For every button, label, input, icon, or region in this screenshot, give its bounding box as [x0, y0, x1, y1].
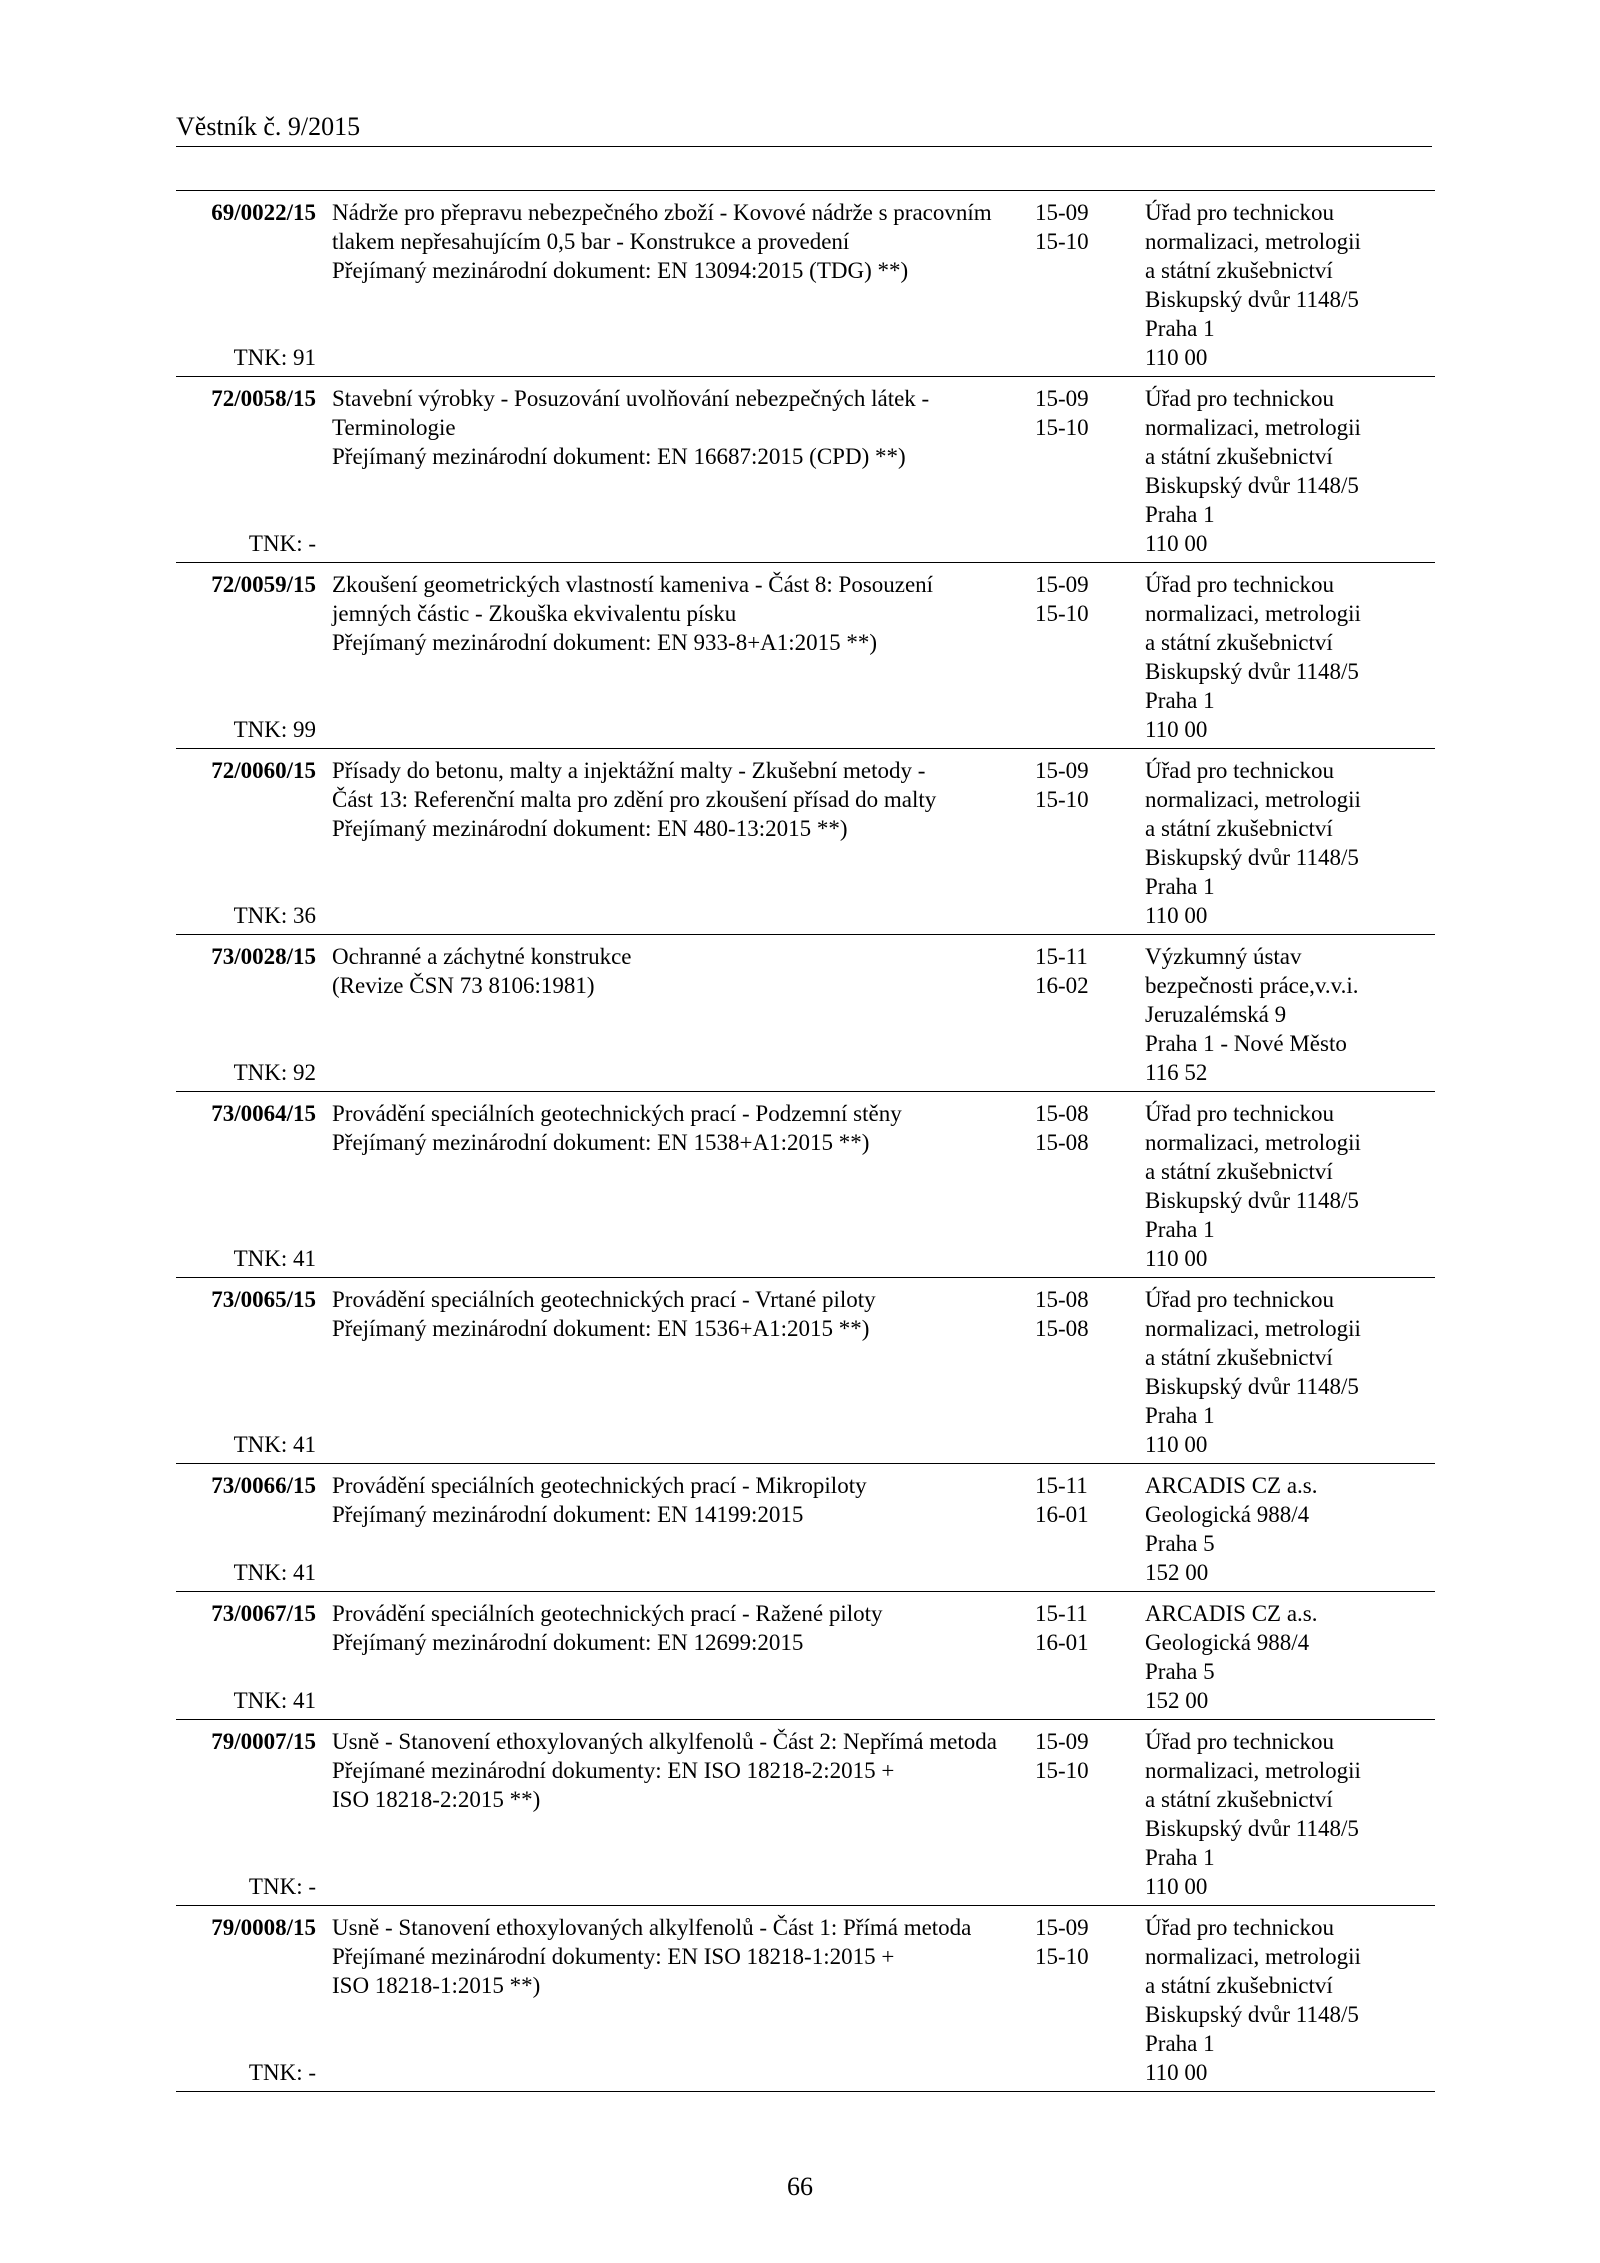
record-org-line: ARCADIS CZ a.s. — [1145, 1473, 1318, 1498]
record-org-line: a státní zkušebnictví — [1145, 816, 1333, 841]
record-title-line: (Revize ČSN 73 8106:1981) — [332, 973, 595, 998]
record-dates-cell — [1035, 377, 1145, 563]
record-org-line: Biskupský dvůr 1148/5 — [1145, 1374, 1359, 1399]
record-org-line: Biskupský dvůr 1148/5 — [1145, 1816, 1359, 1841]
record-org-line: Úřad pro technickou — [1145, 200, 1335, 225]
record-title-cell — [316, 749, 1035, 935]
record-number: 72/0060/15 — [211, 758, 316, 783]
table-row — [176, 191, 1435, 377]
record-title-line: Přejímaný mezinárodní dokument: EN 13094:2015 (TDG) **) — [332, 258, 909, 283]
record-tnk: TNK: - — [248, 2060, 316, 2085]
record-dates-cell — [1035, 1092, 1145, 1278]
record-title-line: tlakem nepřesahujícím 0,5 bar - Konstrukce a provedení — [332, 229, 850, 254]
record-title-line: Nádrže pro přepravu nebezpečného zboží - Kovové nádrže s pracovním — [332, 200, 992, 225]
record-org-line: normalizaci, metrologii — [1145, 229, 1361, 254]
record-org-line: 110 00 — [1145, 1246, 1208, 1271]
standards-table — [176, 190, 1435, 2092]
table-row — [176, 377, 1435, 563]
record-dates-cell — [1035, 1278, 1145, 1464]
record-date: 15-11 — [1035, 1473, 1088, 1498]
record-org-line: 152 00 — [1145, 1560, 1209, 1585]
record-org-line: a státní zkušebnictví — [1145, 258, 1333, 283]
record-dates-cell — [1035, 1592, 1145, 1720]
record-number: 73/0028/15 — [211, 944, 316, 969]
record-id-cell — [176, 1464, 316, 1592]
record-title-line: ISO 18218-2:2015 **) — [332, 1787, 541, 1812]
record-date: 15-09 — [1035, 200, 1089, 225]
record-tnk: TNK: - — [248, 1874, 316, 1899]
record-dates-cell — [1035, 1464, 1145, 1592]
table-row — [176, 1720, 1435, 1906]
record-org-line: 110 00 — [1145, 531, 1208, 556]
record-org-line: Praha 1 — [1145, 2031, 1215, 2056]
record-title-line: Zkoušení geometrických vlastností kameniva - Část 8: Posouzení — [332, 572, 934, 597]
record-org-line: normalizaci, metrologii — [1145, 415, 1361, 440]
record-org-line: 116 52 — [1145, 1060, 1208, 1085]
record-title-cell — [316, 563, 1035, 749]
record-title-cell — [316, 1720, 1035, 1906]
record-org-line: Biskupský dvůr 1148/5 — [1145, 473, 1359, 498]
record-org-line: Úřad pro technickou — [1145, 1287, 1335, 1312]
record-number: 79/0008/15 — [211, 1915, 316, 1940]
record-org-line: a státní zkušebnictví — [1145, 1973, 1333, 1998]
record-number: 72/0059/15 — [211, 572, 316, 597]
record-title-cell — [316, 377, 1035, 563]
record-id-cell — [176, 377, 316, 563]
record-dates-cell — [1035, 1720, 1145, 1906]
record-org-line: normalizaci, metrologii — [1145, 1130, 1361, 1155]
record-tnk: TNK: 41 — [233, 1688, 316, 1713]
record-date: 15-08 — [1035, 1287, 1089, 1312]
record-title-cell — [316, 935, 1035, 1092]
record-date: 15-08 — [1035, 1316, 1089, 1341]
record-org-cell — [1145, 563, 1435, 749]
table-row — [176, 1278, 1435, 1464]
record-date: 15-09 — [1035, 758, 1089, 783]
record-date: 15-08 — [1035, 1101, 1089, 1126]
record-org-cell — [1145, 749, 1435, 935]
table-row — [176, 1464, 1435, 1592]
record-title-line: Usně - Stanovení ethoxylovaných alkylfenolů - Část 2: Nepřímá metoda — [332, 1729, 997, 1754]
record-org-line: Praha 5 — [1145, 1531, 1215, 1556]
record-number: 73/0067/15 — [211, 1601, 316, 1626]
record-dates-cell — [1035, 1906, 1145, 2092]
record-id-cell — [176, 563, 316, 749]
record-org-line: Biskupský dvůr 1148/5 — [1145, 659, 1359, 684]
record-id-cell — [176, 1720, 316, 1906]
record-dates-cell — [1035, 191, 1145, 377]
record-org-line: Praha 1 — [1145, 502, 1215, 527]
record-org-line: normalizaci, metrologii — [1145, 1758, 1361, 1783]
record-tnk: TNK: 36 — [233, 903, 316, 928]
record-id-cell — [176, 191, 316, 377]
record-org-cell — [1145, 1720, 1435, 1906]
record-title-line: Provádění speciálních geotechnických prací - Vrtané piloty — [332, 1287, 876, 1312]
record-org-line: Praha 1 — [1145, 1403, 1215, 1428]
record-org-line: bezpečnosti práce,v.v.i. — [1145, 973, 1359, 998]
record-tnk: TNK: 41 — [233, 1246, 316, 1271]
record-title-cell — [316, 1592, 1035, 1720]
record-org-line: a státní zkušebnictví — [1145, 630, 1333, 655]
record-org-line: 110 00 — [1145, 1432, 1208, 1457]
record-title-line: Přejímaný mezinárodní dokument: EN 1536+A1:2015 **) — [332, 1316, 870, 1341]
record-title-cell — [316, 1092, 1035, 1278]
record-id-cell — [176, 749, 316, 935]
record-org-line: Geologická 988/4 — [1145, 1630, 1310, 1655]
record-title-line: Přejímaný mezinárodní dokument: EN 16687:2015 (CPD) **) — [332, 444, 906, 469]
record-number: 73/0064/15 — [211, 1101, 316, 1126]
record-number: 72/0058/15 — [211, 386, 316, 411]
record-org-line: Biskupský dvůr 1148/5 — [1145, 1188, 1359, 1213]
record-org-line: a státní zkušebnictví — [1145, 444, 1333, 469]
record-title-cell — [316, 1906, 1035, 2092]
record-title-line: Přejímaný mezinárodní dokument: EN 12699:2015 — [332, 1630, 804, 1655]
record-org-line: Praha 1 — [1145, 1845, 1215, 1870]
record-date: 15-11 — [1035, 1601, 1088, 1626]
record-org-line: a státní zkušebnictví — [1145, 1159, 1333, 1184]
record-date: 16-02 — [1035, 973, 1089, 998]
record-title-line: Přísady do betonu, malty a injektážní malty - Zkušební metody - — [332, 758, 926, 783]
record-org-line: Výzkumný ústav — [1145, 944, 1302, 969]
record-org-line: Biskupský dvůr 1148/5 — [1145, 287, 1359, 312]
record-title-line: jemných částic - Zkouška ekvivalentu písku — [332, 601, 737, 626]
record-title-line: Přejímaný mezinárodní dokument: EN 14199:2015 — [332, 1502, 804, 1527]
record-title-cell — [316, 1278, 1035, 1464]
record-org-cell — [1145, 377, 1435, 563]
record-date: 15-09 — [1035, 1915, 1089, 1940]
record-org-line: Úřad pro technickou — [1145, 1915, 1335, 1940]
record-org-line: Praha 1 — [1145, 316, 1215, 341]
record-number: 69/0022/15 — [211, 200, 316, 225]
record-org-line: a státní zkušebnictví — [1145, 1345, 1333, 1370]
record-org-line: Úřad pro technickou — [1145, 1729, 1335, 1754]
record-org-cell — [1145, 935, 1435, 1092]
record-org-line: normalizaci, metrologii — [1145, 1944, 1361, 1969]
record-org-line: 110 00 — [1145, 903, 1208, 928]
record-org-cell — [1145, 191, 1435, 377]
header-rule — [176, 146, 1432, 147]
record-org-line: Praha 1 - Nové Město — [1145, 1031, 1347, 1056]
record-date: 15-10 — [1035, 787, 1089, 812]
record-date: 16-01 — [1035, 1502, 1089, 1527]
record-id-cell — [176, 1906, 316, 2092]
record-title-cell — [316, 1464, 1035, 1592]
record-org-line: 110 00 — [1145, 2060, 1208, 2085]
record-date: 15-10 — [1035, 415, 1089, 440]
record-date: 15-09 — [1035, 386, 1089, 411]
record-org-line: Praha 5 — [1145, 1659, 1215, 1684]
record-tnk: TNK: 41 — [233, 1560, 316, 1585]
record-org-line: Geologická 988/4 — [1145, 1502, 1310, 1527]
record-title-line: Přejímané mezinárodní dokumenty: EN ISO 18218-1:2015 + — [332, 1944, 895, 1969]
record-date: 15-10 — [1035, 1758, 1089, 1783]
record-org-line: 110 00 — [1145, 345, 1208, 370]
record-date: 15-09 — [1035, 572, 1089, 597]
record-org-line: Biskupský dvůr 1148/5 — [1145, 845, 1359, 870]
record-title-line: Přejímaný mezinárodní dokument: EN 933-8+A1:2015 **) — [332, 630, 878, 655]
record-org-line: ARCADIS CZ a.s. — [1145, 1601, 1318, 1626]
record-org-line: 110 00 — [1145, 717, 1208, 742]
record-number: 73/0065/15 — [211, 1287, 316, 1312]
record-org-line: Praha 1 — [1145, 1217, 1215, 1242]
page-number: 66 — [787, 2172, 813, 2201]
record-tnk: TNK: 92 — [233, 1060, 316, 1085]
record-org-line: Úřad pro technickou — [1145, 758, 1335, 783]
record-id-cell — [176, 1092, 316, 1278]
record-org-line: Úřad pro technickou — [1145, 572, 1335, 597]
record-title-line: ISO 18218-1:2015 **) — [332, 1973, 541, 1998]
standards-table-body — [176, 191, 1435, 2092]
record-title-line: Přejímané mezinárodní dokumenty: EN ISO 18218-2:2015 + — [332, 1758, 895, 1783]
record-org-line: normalizaci, metrologii — [1145, 787, 1361, 812]
record-date: 15-10 — [1035, 229, 1089, 254]
record-number: 73/0066/15 — [211, 1473, 316, 1498]
record-date: 15-10 — [1035, 601, 1089, 626]
record-number: 79/0007/15 — [211, 1729, 316, 1754]
record-dates-cell — [1035, 563, 1145, 749]
record-org-line: Úřad pro technickou — [1145, 386, 1335, 411]
record-title-line: Provádění speciálních geotechnických prací - Mikropiloty — [332, 1473, 867, 1498]
record-org-line: 152 00 — [1145, 1688, 1209, 1713]
table-row — [176, 935, 1435, 1092]
record-dates-cell — [1035, 749, 1145, 935]
record-id-cell — [176, 935, 316, 1092]
record-title-line: Provádění speciálních geotechnických prací - Podzemní stěny — [332, 1101, 902, 1126]
record-org-line: Jeruzalémská 9 — [1145, 1002, 1287, 1027]
record-title-line: Ochranné a záchytné konstrukce — [332, 944, 632, 969]
record-tnk: TNK: 99 — [233, 717, 316, 742]
record-date: 15-09 — [1035, 1729, 1089, 1754]
record-tnk: TNK: - — [248, 531, 316, 556]
record-tnk: TNK: 91 — [233, 345, 316, 370]
table-row — [176, 563, 1435, 749]
record-org-line: a státní zkušebnictví — [1145, 1787, 1333, 1812]
record-title-cell — [316, 191, 1035, 377]
record-org-line: Praha 1 — [1145, 874, 1215, 899]
record-org-cell — [1145, 1092, 1435, 1278]
record-title-line: Přejímaný mezinárodní dokument: EN 1538+A1:2015 **) — [332, 1130, 870, 1155]
record-org-line: Praha 1 — [1145, 688, 1215, 713]
record-date: 15-08 — [1035, 1130, 1089, 1155]
record-org-line: normalizaci, metrologii — [1145, 1316, 1361, 1341]
record-org-line: Úřad pro technickou — [1145, 1101, 1335, 1126]
record-org-cell — [1145, 1592, 1435, 1720]
record-id-cell — [176, 1592, 316, 1720]
record-dates-cell — [1035, 935, 1145, 1092]
record-org-cell — [1145, 1464, 1435, 1592]
record-title-line: Terminologie — [332, 415, 456, 440]
table-row — [176, 749, 1435, 935]
record-title-line: Usně - Stanovení ethoxylovaných alkylfenolů - Část 1: Přímá metoda — [332, 1915, 972, 1940]
page-header-title: Věstník č. 9/2015 — [176, 112, 361, 141]
record-date: 16-01 — [1035, 1630, 1089, 1655]
record-date: 15-10 — [1035, 1944, 1089, 1969]
record-org-line: Biskupský dvůr 1148/5 — [1145, 2002, 1359, 2027]
record-title-line: Část 13: Referenční malta pro zdění pro zkoušení přísad do malty — [332, 787, 937, 812]
record-org-line: 110 00 — [1145, 1874, 1208, 1899]
record-org-cell — [1145, 1278, 1435, 1464]
record-org-cell — [1145, 1906, 1435, 2092]
record-title-line: Provádění speciálních geotechnických prací - Ražené piloty — [332, 1601, 883, 1626]
table-row — [176, 1906, 1435, 2092]
record-title-line: Stavební výrobky - Posuzování uvolňování nebezpečných látek - — [332, 386, 930, 411]
table-row — [176, 1592, 1435, 1720]
record-date: 15-11 — [1035, 944, 1088, 969]
record-id-cell — [176, 1278, 316, 1464]
record-title-line: Přejímaný mezinárodní dokument: EN 480-13:2015 **) — [332, 816, 848, 841]
record-org-line: normalizaci, metrologii — [1145, 601, 1361, 626]
table-row — [176, 1092, 1435, 1278]
record-tnk: TNK: 41 — [233, 1432, 316, 1457]
